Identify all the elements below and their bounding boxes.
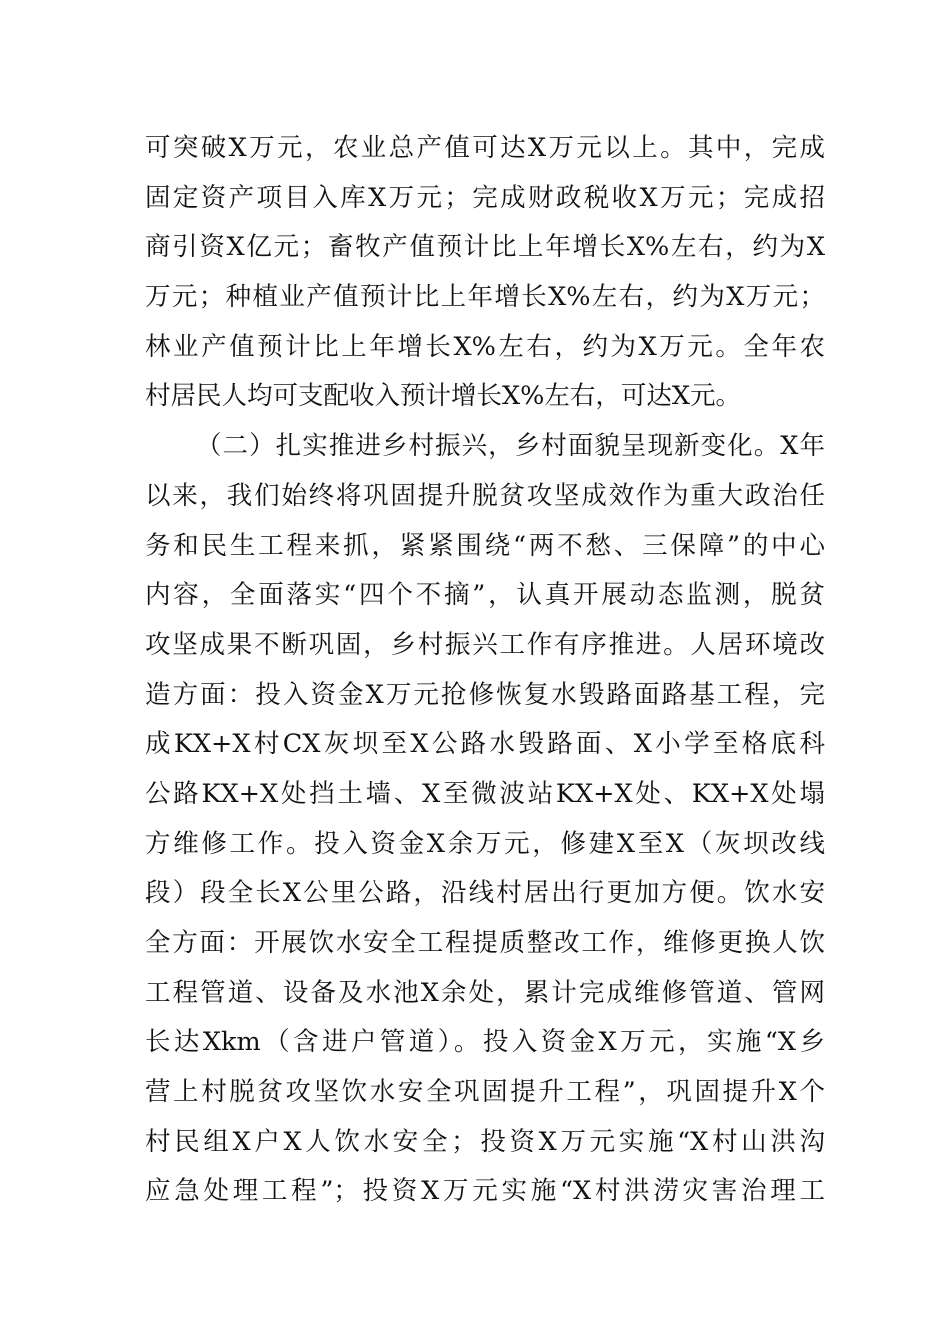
paragraph-line: 工程管道、设备及水池X余处，累计完成维修管道、管网 [145, 977, 825, 1008]
paragraph-line: 段）段全长X公里公路，沿线村居出行更加方便。饮水安 [145, 878, 825, 909]
body-text [145, 124, 825, 1217]
paragraph-2 [145, 422, 825, 1217]
section-heading-line: （二）扎实推进乡村振兴，乡村面貌呈现新变化。X年 [196, 431, 825, 462]
paragraph-line: 村民组X户X人饮水安全；投资X万元实施“X村山洪沟 [145, 1126, 825, 1157]
paragraph-line: 营上村脱贫攻坚饮水安全巩固提升工程”，巩固提升X个 [145, 1077, 825, 1108]
paragraph-line: 长达Xkm（含进户管道）。投入资金X万元，实施“X乡 [145, 1027, 825, 1058]
paragraph-line: 造方面：投入资金X万元抢修恢复水毁路面路基工程，完 [145, 679, 825, 710]
paragraph-line: 务和民生工程来抓，紧紧围绕“两不愁、三保障”的中心 [145, 530, 825, 561]
paragraph-line: 万元；种植业产值预计比上年增长X%左右，约为X万元； [145, 282, 825, 313]
paragraph-line: 可突破X万元，农业总产值可达X万元以上。其中，完成 [145, 133, 825, 163]
paragraph-line: 林业产值预计比上年增长X%左右，约为X万元。全年农 [145, 331, 825, 362]
paragraph-line: 村居民人均可支配收入预计增长X%左右，可达X元。 [145, 381, 742, 412]
paragraph-line: 固定资产项目入库X万元；完成财政税收X万元；完成招 [145, 182, 825, 213]
paragraph-line: 以来，我们始终将巩固提升脱贫攻坚成效作为重大政治任 [145, 480, 825, 511]
paragraph-line: 成KX+X村CX灰坝至X公路水毁路面、X小学至格底科 [145, 729, 825, 760]
paragraph-1 [145, 124, 825, 422]
paragraph-line: 内容，全面落实“四个不摘”，认真开展动态监测，脱贫 [145, 580, 825, 611]
paragraph-line: 方维修工作。投入资金X余万元，修建X至X（灰坝改线 [145, 828, 825, 859]
paragraph-line: 攻坚成果不断巩固，乡村振兴工作有序推进。人居环境改 [145, 629, 825, 660]
paragraph-line: 全方面：开展饮水安全工程提质整改工作，维修更换人饮 [145, 928, 825, 958]
paragraph-line: 应急处理工程”；投资X万元实施“X村洪涝灾害治理工 [145, 1176, 825, 1207]
paragraph-line: 公路KX+X处挡土墙、X至微波站KX+X处、KX+X处塌 [145, 778, 825, 809]
paragraph-line: 商引资X亿元；畜牧产值预计比上年增长X%左右，约为X [145, 232, 825, 263]
